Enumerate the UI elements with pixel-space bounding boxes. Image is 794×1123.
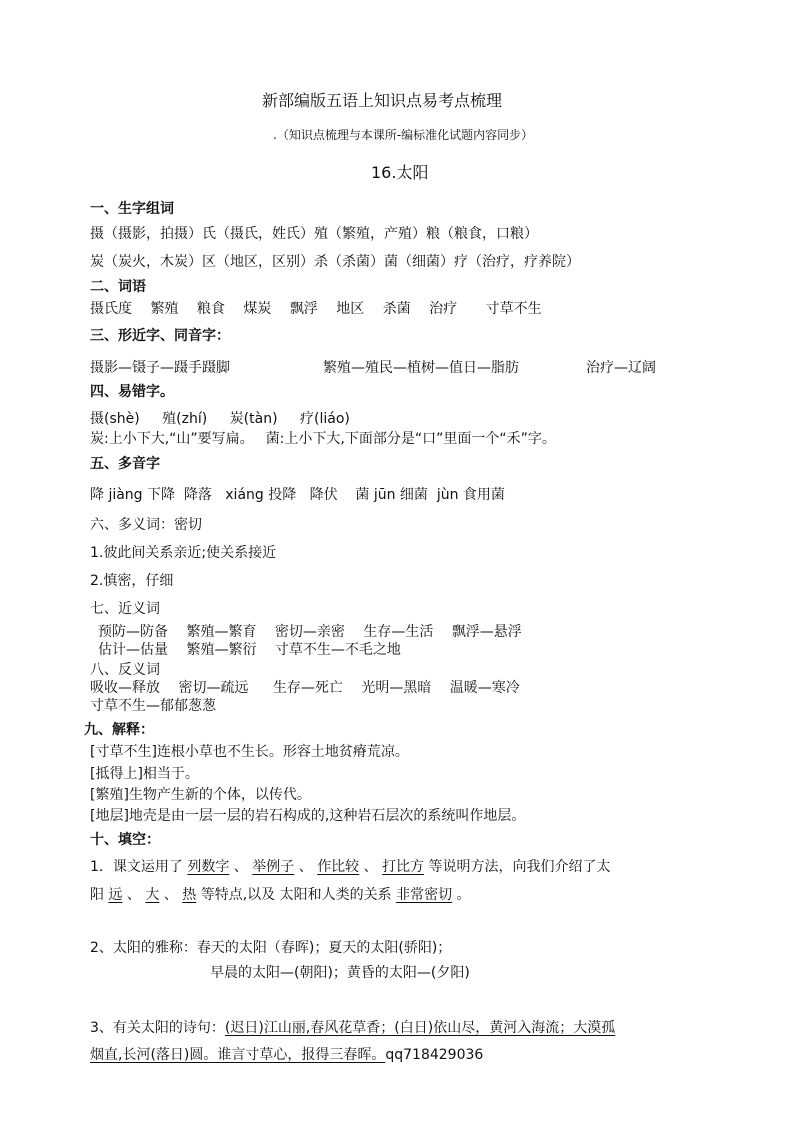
fill-answer: 非常密切 <box>396 887 453 903</box>
poem-lines: 烟直,长河(落日)圆。谁言寸草心，报得三春晖。 <box>90 1047 386 1063</box>
fill-answer: 大 <box>145 887 160 903</box>
section-9-line-3: [繁殖]生物产生新的个体，以传代。 <box>90 787 311 803</box>
word: 煤炭 <box>243 301 272 317</box>
section-5-line: 降 jiàng 下降 降落 xiáng 投降 降伏 菌 jūn 细菌 jùn 食用菌 <box>90 487 505 503</box>
section-7-row-1: 预防—防备 繁殖—繁育 密切—亲密 生存—生活 飘浮—悬浮 <box>98 624 522 640</box>
section-7-heading: 七、近义词 <box>90 601 160 617</box>
section-6-meaning-1: 1.彼此间关系亲近;使关系接近 <box>90 545 277 561</box>
fill-answer: 列数字 <box>187 859 230 875</box>
word: 繁殖 <box>150 301 179 317</box>
section-1-heading: 一、生字组词 <box>90 201 174 217</box>
word: 飘浮 <box>289 301 318 317</box>
section-7-row-2: 估计—估量 繁殖—繁衍 寸草不生—不毛之地 <box>98 642 401 658</box>
section-2-words <box>90 298 542 318</box>
lesson-title: 16.太阳 <box>371 163 429 182</box>
section-8-row-2: 寸草不生—郁郁葱葱 <box>90 698 216 714</box>
section-1-line-1: 摄（摄影，拍摄）氏（摄氏，姓氏）殖（繁殖，产殖）粮（粮食，口粮） <box>90 226 538 242</box>
section-4-heading: 四、易错字。 <box>90 384 174 400</box>
section-9-line-1: [寸草不生]连根小草也不生长。形容土地贫瘠荒凉。 <box>90 744 409 760</box>
word: 摄氏度 <box>90 301 132 317</box>
section-2-heading: 二、词语 <box>90 279 146 295</box>
section-1-line-2: 炭（炭火，木炭）区（地区，区别）杀（杀菌）菌（细菌）疗（治疗，疗养院） <box>90 254 580 270</box>
section-8-row-1: 吸收—释放 密切—疏远 生存—死亡 光明—黑暗 温暖—寒冷 <box>90 680 520 696</box>
section-9-line-2: [抵得上]相当于。 <box>90 766 199 782</box>
section-6-heading: 六、多义词：密切 <box>90 517 202 533</box>
section-5-heading: 五、多音字 <box>90 456 160 472</box>
section-9-heading: 九、解释： <box>84 722 154 738</box>
word: 治疗 <box>429 301 458 317</box>
fill-question-1-line-2: 阳 远 、 大 、 热 等特点,以及 太阳和人类的关系 非常密切 。 <box>90 887 471 903</box>
word: 粮食 <box>196 301 225 317</box>
fill-question-2-line-1: 2、太阳的雅称：春天的太阳（春晖)；夏天的太阳(骄阳)； <box>90 940 452 956</box>
section-3-item-3: 治疗—辽阔 <box>586 360 656 376</box>
section-9-line-4: [地层]地壳是由一层一层的岩石构成的,这种岩石层次的系统叫作地层。 <box>90 808 526 824</box>
fill-question-2-line-2: 早晨的太阳—(朝阳)；黄昏的太阳—(夕阳) <box>210 965 470 981</box>
document-subtitle: .（知识点梳理与本课所-编标准化试题内容同步） <box>273 128 534 142</box>
fill-question-3-line-2: 烟直,长河(落日)圆。谁言寸草心，报得三春晖。qq718429036 <box>90 1047 484 1063</box>
section-3-item-2: 繁殖—殖民—植树—值日—脂肪 <box>323 360 519 376</box>
section-4-notes: 炭:上小下大,“山”要写扁。 菌:上小下大,下面部分是“口”里面一个“禾”字。 <box>90 431 556 447</box>
section-4-pinyin: 摄(shè) 殖(zhí) 炭(tàn) 疗(liáo) <box>90 411 350 427</box>
fill-answer: 作比较 <box>317 859 360 875</box>
word: 寸草不生 <box>485 301 542 317</box>
document-title: 新部编版五语上知识点易考点梳理 <box>262 91 503 110</box>
fill-answer: 打比方 <box>382 859 425 875</box>
section-8-heading: 八、反义词 <box>90 662 160 678</box>
word: 地区 <box>336 301 365 317</box>
fill-question-3-line-1: 3、有关太阳的诗句：(迟日)江山丽,春风花草香；(白日)依山尽，黄河入海流；大漠孤 <box>90 1020 616 1036</box>
fill-answer: 举例子 <box>252 859 295 875</box>
section-10-heading: 十、填空： <box>90 832 160 848</box>
fill-question-1-line-1: 1．课文运用了 列数字 、 举例子 、 作比较 、 打比方 等说明方法，向我们介绍了太 <box>90 859 611 875</box>
fill-answer: 热 <box>182 887 197 903</box>
section-3-heading: 三、形近字、同音字： <box>90 328 230 344</box>
section-3-item-1: 摄影—镊子—蹑手蹑脚 <box>90 360 230 376</box>
poem-lines: (迟日)江山丽,春风花草香；(白日)依山尽，黄河入海流；大漠孤 <box>224 1020 616 1036</box>
fill-answer: 远 <box>108 887 123 903</box>
word: 杀菌 <box>382 301 411 317</box>
section-6-meaning-2: 2.慎密，仔细 <box>90 573 174 589</box>
